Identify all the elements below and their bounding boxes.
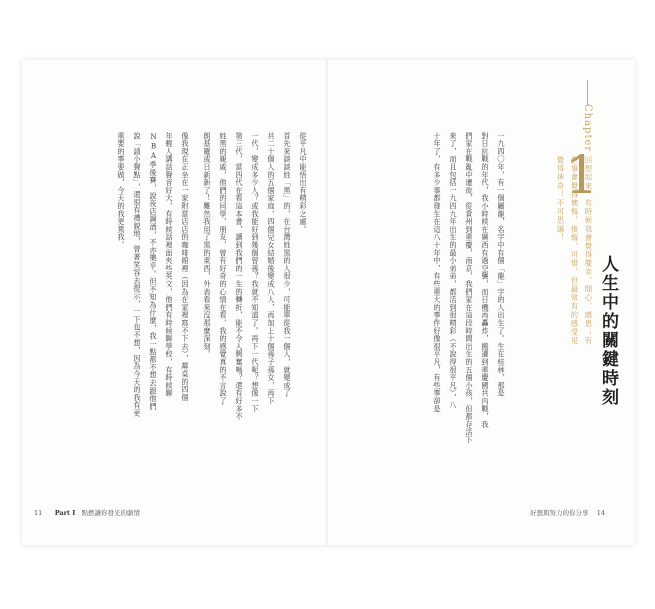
- chapter-quote-line: 些事會覺得懊悔，後悔，可惜，但最常有的感受是: [570, 156, 579, 346]
- body-column: 從平凡中能悟出有精彩之處。: [299, 132, 308, 234]
- chapter-quote-line: 回想起來，有時候我會覺得慶幸，開心，感恩；有: [584, 156, 593, 346]
- body-column: NBA季後賽，說夜店調酒，不亦樂乎。但不知為什麼，我一點都不想去跟他們: [149, 132, 158, 411]
- book-gutter: [326, 60, 328, 545]
- body-column: 年輕人講話聲音好大，有時候話裡面夾些英文，他們有時候聊學校，有時候聊: [165, 132, 174, 398]
- body-column: 十年了，有多少事都發生在這八十年中，有些重大的事件好像很平凡，有些事卻是: [433, 132, 442, 413]
- body-column: 首先來談談姓「黑」的，在台灣姓黑的人很少，可能單從我一個人，就變成了: [283, 132, 292, 398]
- chapter-number: 1: [565, 146, 599, 206]
- body-column: 重要的事要做，今天的我更篤我。: [117, 132, 126, 249]
- body-column: 來了，而且包括一九四九年出生的最小弟弟，都活到很精彩（不說得很平凡），八: [449, 132, 458, 410]
- right-page-number: 14: [596, 509, 606, 517]
- chapter-quote-line: 覺得神奇！不可思議！: [556, 156, 565, 242]
- right-folio-title: 好想與努力的你分享: [530, 509, 589, 517]
- body-column: 共二十個人的五個家庭，四個兒女結婚後變成八人，再加上十個孫子孫女，再下: [267, 132, 276, 405]
- body-column: 一代，變成多少人？或我能好到幾個曾孫？我就不知道了。再下一代呢？想像一下: [251, 132, 260, 413]
- body-column: 一九四〇年，有一個屬龍，名字中有個「龍」字的人出生了。生在桂林，那是: [497, 132, 506, 398]
- body-column: 們家在戰亂中遷徙，從貴州到重慶，南京，我們家在這段時間出生的五個小孩，但都存活下: [465, 132, 474, 444]
- book-spread: [22, 60, 635, 545]
- body-column: 姓黑的親戚，他們的同學，朋友，曾有好奇的心情在看，我的感覺真的不言說了: [219, 132, 228, 405]
- body-column: 說「請小聲點」，還很有禮貌地，曾著笑容去提示，一下也不想，因為今天的我有更: [133, 132, 142, 417]
- part-label: Part I: [54, 509, 76, 517]
- right-folio: [530, 508, 605, 517]
- chapter-title: 人生中的關鍵時刻: [598, 255, 618, 407]
- body-column: 第三代，當四代在看這本書，讀到我們的一生的轉折，能不令人興奮嗎？還有好多不: [235, 132, 244, 421]
- left-folio-title: 點燃讓你發光的劇情: [81, 509, 141, 517]
- left-folio: [34, 508, 140, 517]
- chapter-label: Chapter: [582, 104, 593, 153]
- chapter-rule: [587, 80, 588, 106]
- body-column: 朗基羅或日新新了！難然我用了黑的東西，外表看來沒那麼深刻。: [203, 132, 212, 359]
- left-page-number: 11: [34, 509, 43, 517]
- body-column: 像我現在正坐在一家附當店店的咖啡館裡（因為在家裡寫不下去），鄰桌的四個: [181, 132, 190, 402]
- body-column: 對日抗戰的年代，我小時候在廣西有過空襲，而日機再轟炸，搬遷到重慶國共內戰，我: [481, 132, 490, 429]
